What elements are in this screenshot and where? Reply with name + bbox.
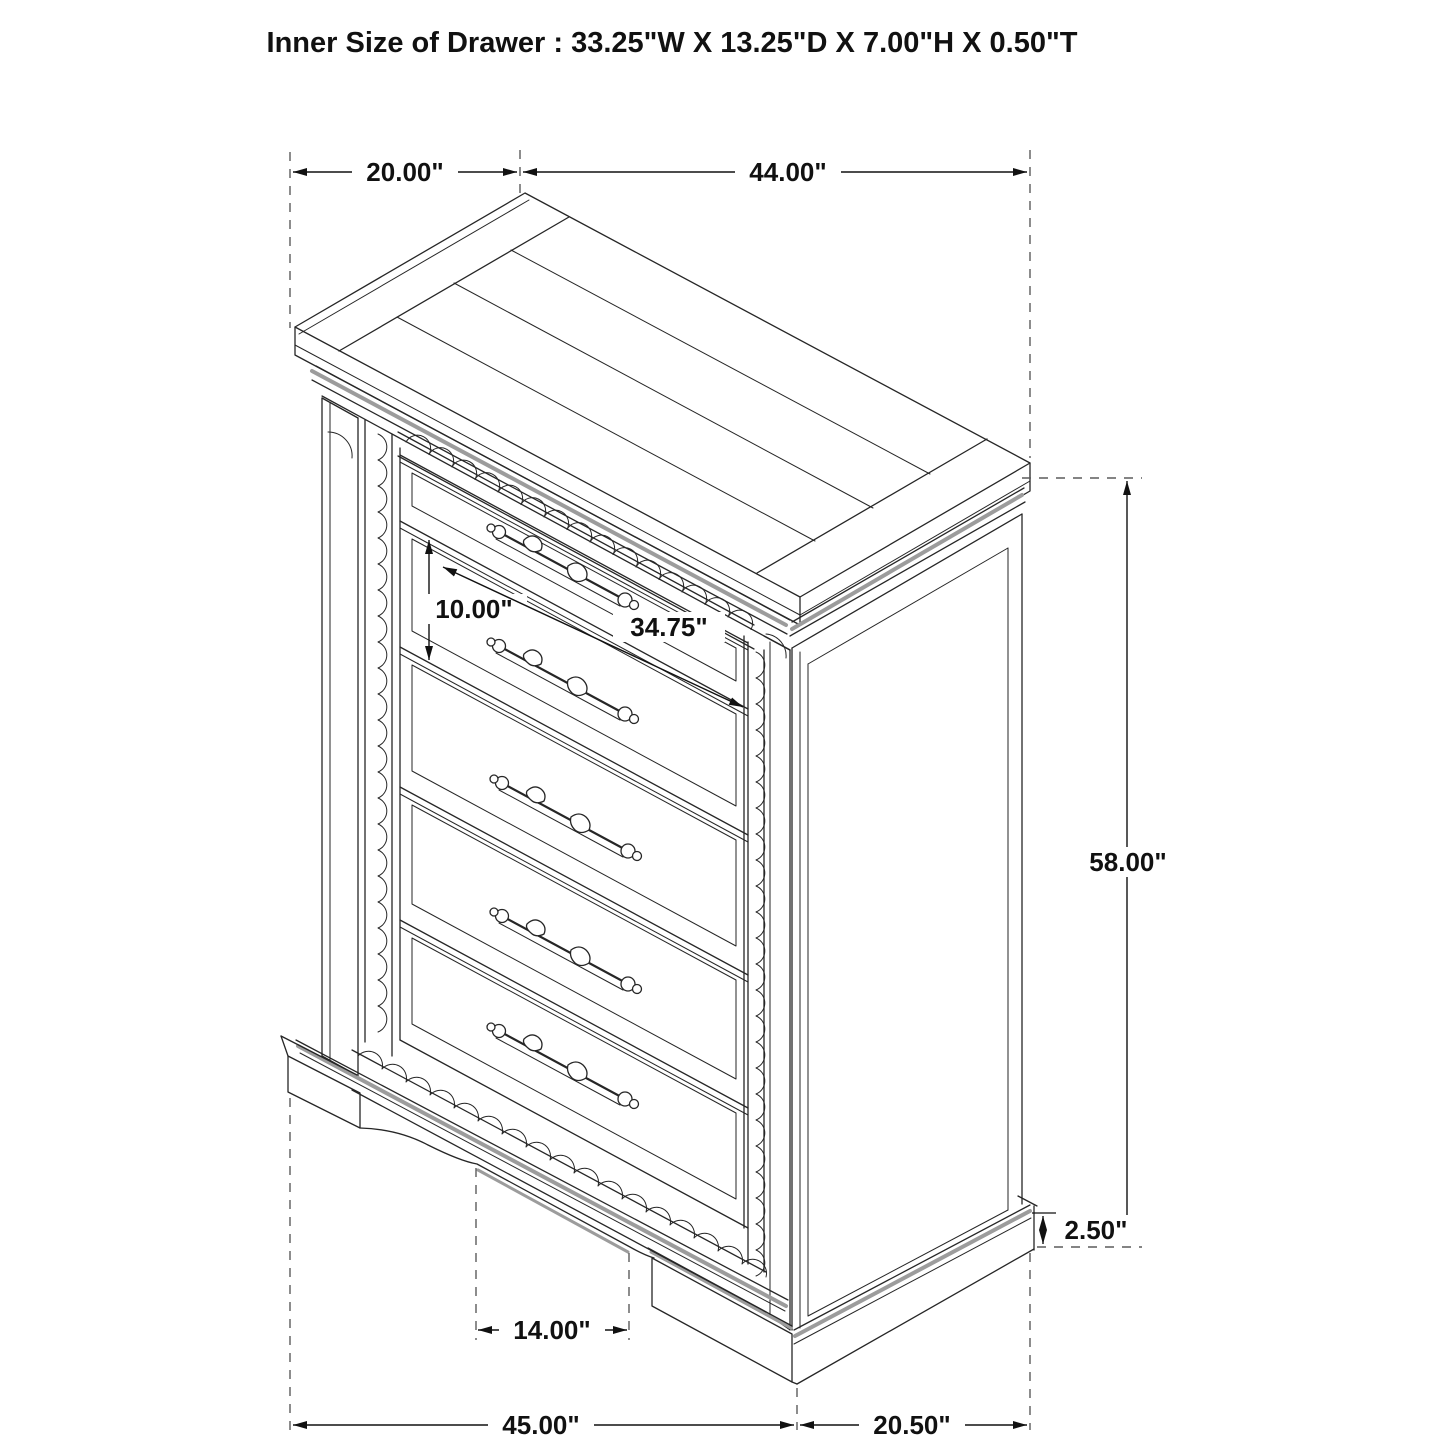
dim-label-drawer-height: 10.00" — [435, 594, 513, 624]
dim-label-base-height: 2.50" — [1064, 1215, 1128, 1245]
dim-label-bottom-depth: 20.50" — [873, 1410, 951, 1440]
dim-bottom-width — [293, 1410, 794, 1440]
dim-label-bottom-width: 45.00" — [502, 1410, 580, 1440]
dim-label-feet-gap: 14.00" — [513, 1315, 591, 1345]
dim-label-drawer-width: 34.75" — [630, 612, 708, 642]
left-stile — [322, 398, 358, 1076]
handle-drawer-2 — [487, 638, 639, 724]
side-panel — [792, 514, 1022, 1330]
dim-drawer-height — [421, 540, 527, 660]
carved-ornament-bands — [365, 420, 765, 1276]
dim-top-width — [523, 157, 1027, 187]
chest-drawing — [281, 193, 1037, 1384]
dim-drawer-width — [443, 567, 743, 707]
dim-feet-gap — [478, 1315, 627, 1345]
drawer-bead-frames — [412, 473, 736, 1199]
dim-label-top-depth: 20.00" — [366, 157, 444, 187]
dim-label-overall-height: 58.00" — [1089, 847, 1167, 877]
drawer-fronts — [400, 448, 748, 1228]
handle-drawer-5 — [487, 1023, 639, 1109]
dim-top-depth — [293, 157, 517, 187]
dim-overall-height — [1075, 481, 1181, 1244]
right-stile — [764, 634, 790, 1330]
diagram-title: Inner Size of Drawer : 33.25"W X 13.25"D X 7.00"H X 0.50"T — [266, 27, 1078, 59]
dim-label-top-width: 44.00" — [749, 157, 827, 187]
chest-base — [281, 1036, 1037, 1384]
dim-base-height — [1043, 1215, 1138, 1245]
dim-bottom-depth — [800, 1410, 1027, 1440]
